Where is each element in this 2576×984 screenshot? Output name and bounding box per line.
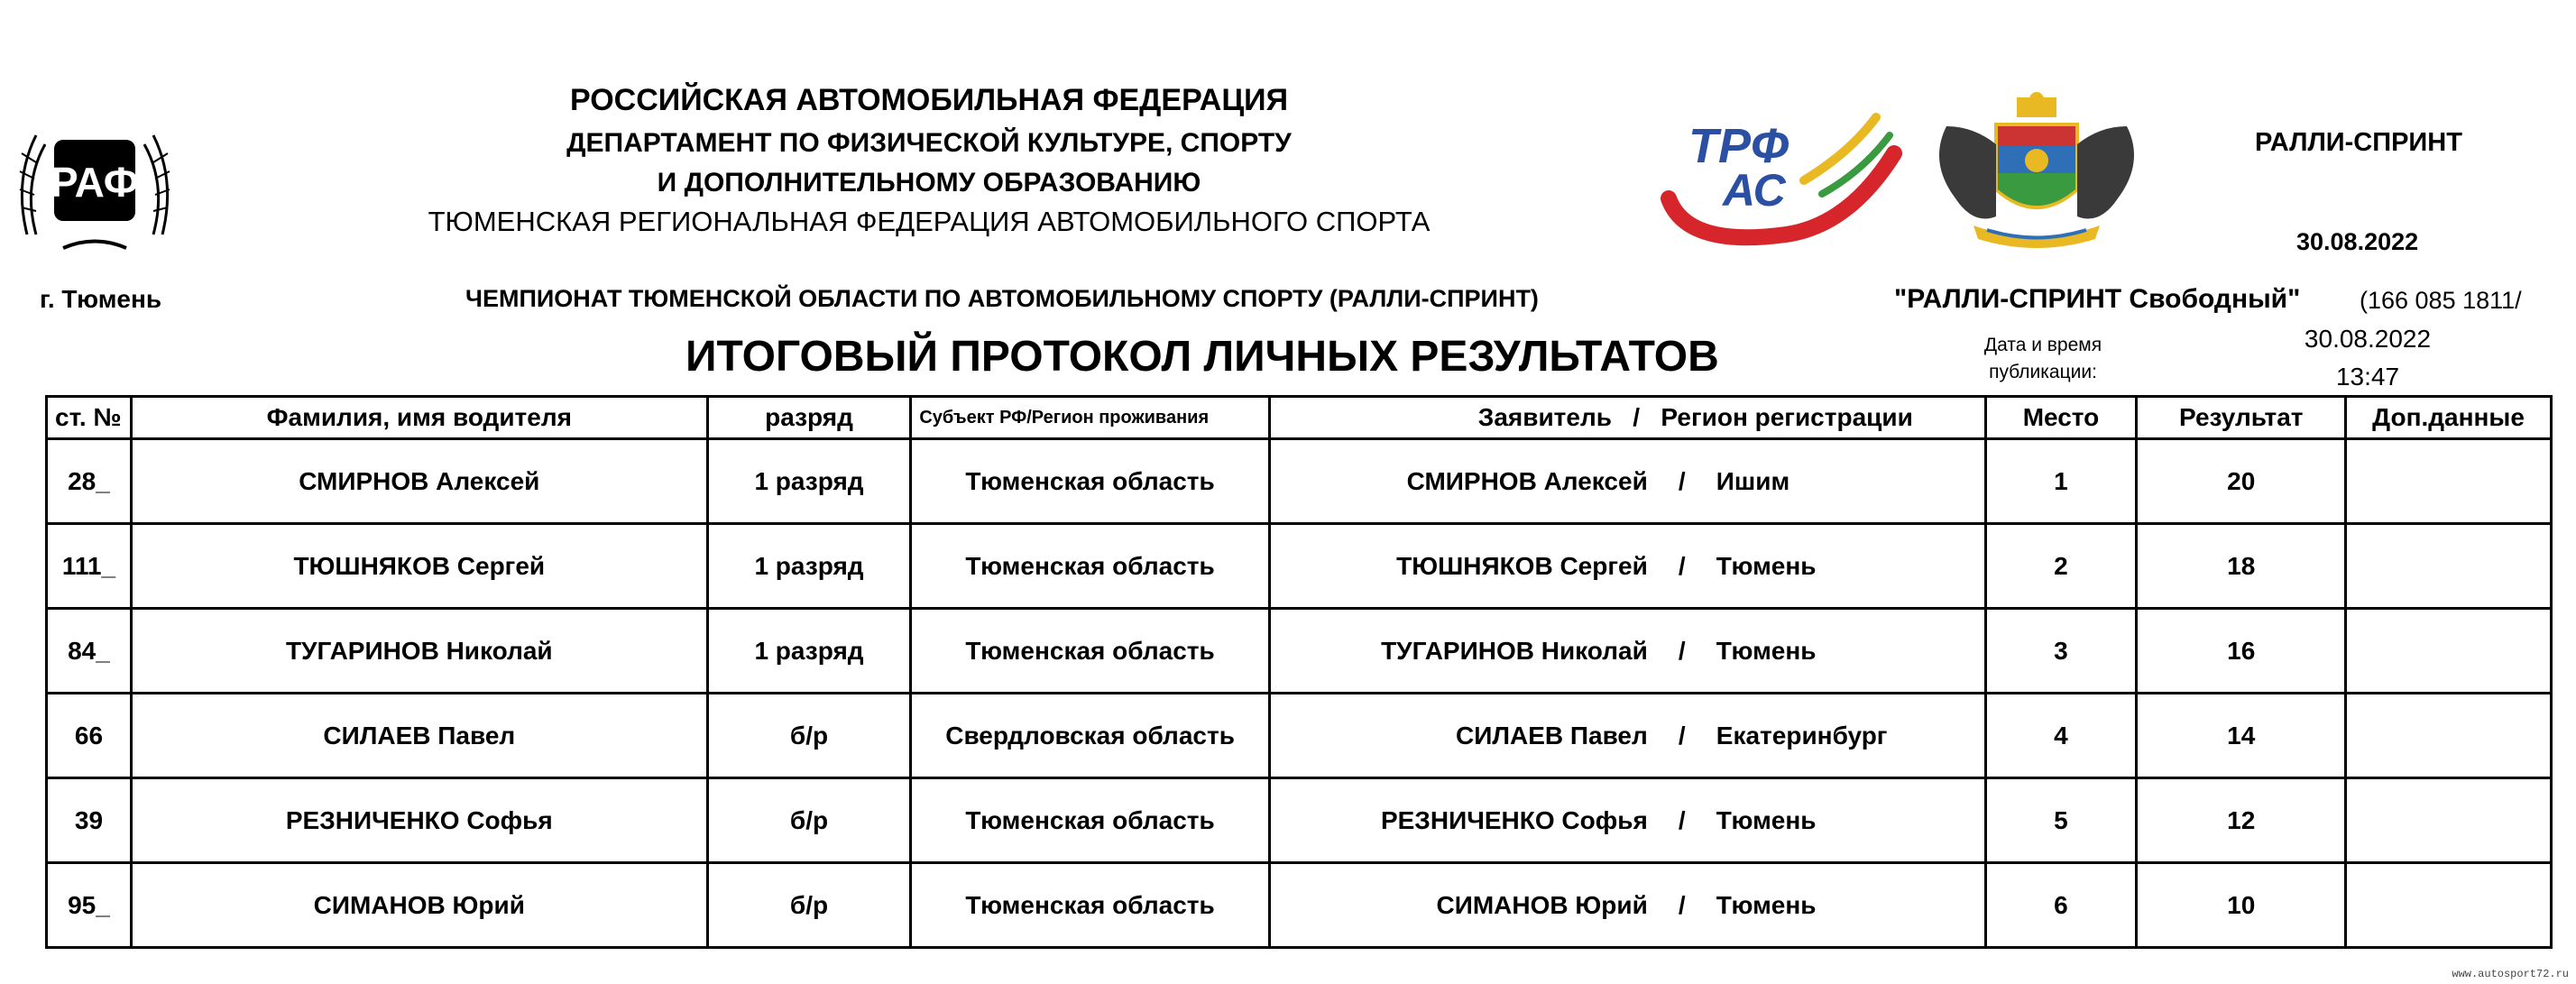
driver-region: Тюменская область [911,609,1269,694]
start-number: 28_ [47,439,132,524]
publication-label: Дата и время публикации: [1983,335,2102,382]
applicant-separator: / [1678,551,1686,580]
table-row [47,609,2552,694]
driver-rank: б/р [707,863,911,948]
result: 12 [2137,778,2346,863]
applicant-cell [1269,439,1985,524]
place: 4 [1985,694,2137,778]
start-number: 84_ [47,609,132,694]
event-name: "РАЛЛИ-СПРИНТ Свободный" [1894,284,2301,314]
col-header-applicant: Заявитель / Регион регистрации [1269,397,1985,439]
extra-data [2346,778,2552,863]
applicant-separator: / [1678,636,1686,665]
table-row [47,863,2552,948]
city-label: г. Тюмень [40,285,162,313]
applicant-name: ТУГАРИНОВ Николай [1381,636,1648,665]
col-header-number: ст. № [47,397,132,439]
table-row [47,439,2552,524]
raf-logo [9,99,180,262]
col-header-place: Место [1985,397,2137,439]
driver-name: ТЮШНЯКОВ Сергей [131,524,707,609]
applicant-name: СМИРНОВ Алексей [1406,466,1648,495]
registration-region: Тюмень [1716,805,1817,834]
extra-data [2346,609,2552,694]
driver-name: ТУГАРИНОВ Николай [131,609,707,694]
driver-rank: 1 разряд [707,609,911,694]
registration-region: Ишим [1716,466,1790,495]
result: 18 [2137,524,2346,609]
table-row [47,694,2552,778]
applicant-name: СИЛАЕВ Павел [1456,721,1648,749]
result: 10 [2137,863,2346,948]
driver-rank: 1 разряд [707,524,911,609]
start-number: 66 [47,694,132,778]
table-header-row [47,397,2552,439]
extra-data [2346,863,2552,948]
col-header-region: Субъект РФ/Регион проживания [911,397,1269,439]
driver-region: Тюменская область [911,524,1269,609]
applicant-name: ТЮШНЯКОВ Сергей [1396,551,1648,580]
registration-region: Екатеринбург [1716,721,1888,749]
regional-federation: ТЮМЕНСКАЯ РЕГИОНАЛЬНАЯ ФЕДЕРАЦИЯ АВТОМОБИЛЬНОГО СПОРТА [428,206,1431,237]
start-number: 39 [47,778,132,863]
table-row [47,524,2552,609]
driver-region: Тюменская область [911,778,1269,863]
table-row [47,778,2552,863]
driver-region: Свердловская область [911,694,1269,778]
col-header-rank: разряд [707,397,911,439]
event-code: (166 085 1811/ [2360,287,2522,314]
driver-name: РЕЗНИЧЕНКО Софья [131,778,707,863]
applicant-separator: / [1678,805,1686,834]
results-table [45,395,2553,949]
publication-date: 30.08.2022 [2304,325,2432,353]
applicant-separator: / [1678,466,1686,495]
result: 16 [2137,609,2346,694]
department-line1: ДЕПАРТАМЕНТ ПО ФИЗИЧЕСКОЙ КУЛЬТУРЕ, СПОРТУ [566,128,1292,158]
result: 14 [2137,694,2346,778]
event-date: 30.08.2022 [2296,228,2419,255]
applicant-cell [1269,863,1985,948]
publication-time: 13:47 [2335,363,2400,391]
applicant-cell [1269,609,1985,694]
watermark[interactable]: www.autosport72.ru [2452,968,2569,980]
applicant-name: СИМАНОВ Юрий [1436,890,1648,919]
applicant-name: РЕЗНИЧЕНКО Софья [1380,805,1648,834]
driver-region: Тюменская область [911,439,1269,524]
trf-as-logo [1651,99,1903,253]
trf-logo-top-text: ТРФ [1688,119,1789,173]
registration-region: Тюмень [1716,890,1817,919]
department-line2: И ДОПОЛНИТЕЛЬНОМУ ОБРАЗОВАНИЮ [657,168,1201,198]
document-title: ИТОГОВЫЙ ПРОТОКОЛ ЛИЧНЫХ РЕЗУЛЬТАТОВ [685,333,1719,381]
start-number: 95_ [47,863,132,948]
championship-title: ЧЕМПИОНАТ ТЮМЕНСКОЙ ОБЛАСТИ ПО АВТОМОБИЛЬНОМУ СПОРТУ (РАЛЛИ-СПРИНТ) [465,285,1539,312]
place: 3 [1985,609,2137,694]
driver-name: СИЛАЕВ Павел [131,694,707,778]
applicant-cell [1269,694,1985,778]
driver-name: СИМАНОВ Юрий [131,863,707,948]
col-header-result: Результат [2137,397,2346,439]
start-number: 111_ [47,524,132,609]
coat-of-arms [1910,90,2163,253]
driver-rank: б/р [707,694,911,778]
driver-region: Тюменская область [911,863,1269,948]
col-header-driver: Фамилия, имя водителя [131,397,707,439]
raf-logo-text: РАФ [51,159,139,206]
applicant-separator: / [1678,721,1686,749]
driver-rank: 1 разряд [707,439,911,524]
extra-data [2346,694,2552,778]
driver-name: СМИРНОВ Алексей [131,439,707,524]
discipline-label: РАЛЛИ-СПРИНТ [2255,128,2462,157]
registration-region: Тюмень [1716,636,1817,665]
col-header-extra: Доп.данные [2346,397,2552,439]
applicant-cell [1269,778,1985,863]
place: 2 [1985,524,2137,609]
trf-logo-bottom-text: АС [1723,165,1786,216]
applicant-cell [1269,524,1985,609]
applicant-separator: / [1678,890,1686,919]
driver-rank: б/р [707,778,911,863]
place: 6 [1985,863,2137,948]
registration-region: Тюмень [1716,551,1817,580]
extra-data [2346,439,2552,524]
place: 5 [1985,778,2137,863]
result: 20 [2137,439,2346,524]
place: 1 [1985,439,2137,524]
extra-data [2346,524,2552,609]
federation-title: РОССИЙСКАЯ АВТОМОБИЛЬНАЯ ФЕДЕРАЦИЯ [569,83,1289,117]
